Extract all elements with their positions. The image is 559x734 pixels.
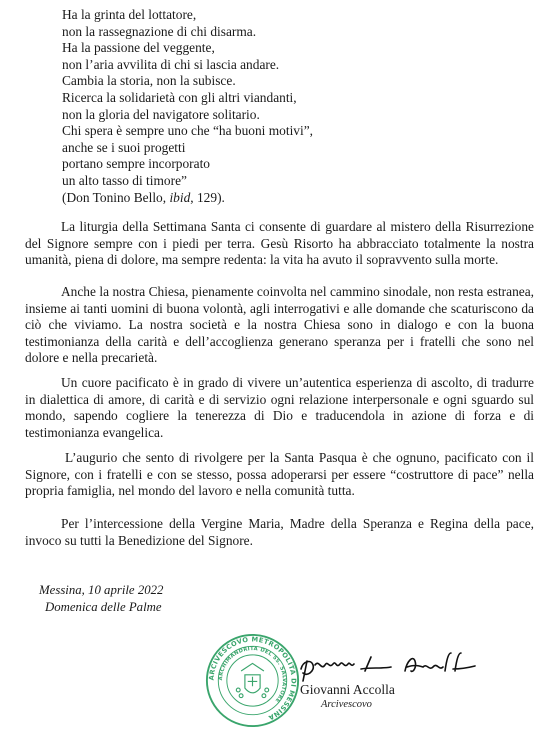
poem-line: non l’aria avvilita di chi si lascia andare. (62, 56, 280, 72)
handwritten-signature (295, 647, 480, 687)
poem-line: non la gloria del navigatore solitario. (62, 106, 260, 122)
poem-line: anche se i suoi progetti (62, 139, 186, 155)
paragraph-text: Per l’intercessione della Vergine Maria, Madre della Speranza e Regina della pace, invoco su tutti la Benedizione del Signore. (25, 516, 534, 548)
liturgical-day: Domenica delle Palme (45, 600, 162, 614)
poem-line: Ha la grinta del lottatore, (62, 7, 197, 22)
signer-name: Giovanni Accolla (300, 682, 395, 697)
paragraph-text: L’augurio che sento di rivolgere per la Santa Pasqua è che ognuno, pacificato con il Signore, con i fratelli e con se stesso, possa adoperarsi per essere “costruttore di pace” nella propria famiglia, nel mondo del lavoro e nella comunità tutta. (25, 450, 534, 499)
poem-line: non la rassegnazione di chi disarma. (62, 23, 257, 39)
citation-suffix: , 129). (190, 189, 225, 205)
paragraph-text: La liturgia della Settimana Santa ci consente di guardare al mistero della Risurrezione del Signore sempre con i piedi per terra. Gesù Risorto ha abbracciato totalmente la nostra umanità, piena di dolore, ma sempre redenta: la vita ha avuto il sopravvento sulla morte. (25, 219, 534, 268)
paragraph-text: Un cuore pacificato è in grado di vivere un’autentica esperienza di ascolto, di tradurre in dialettica di amore, di carità e di servizio ogni relazione interpersonale e ogni sguardo sul mondo, sapendo cogliere la tenerezza di Dio e traducendola in azione di forza e di testimonianza evangelica. (25, 375, 534, 440)
poem-line: Cambia la storia, non la subisce. (62, 73, 236, 89)
paragraph-heart (25, 375, 534, 441)
paragraph-blessing (25, 516, 534, 549)
archbishop-seal-icon (205, 633, 300, 728)
poem-line: un alto tasso di timore” (62, 172, 187, 188)
citation-prefix: (Don Tonino Bello, (62, 189, 170, 205)
poem-line: portano sempre incorporato (62, 156, 210, 172)
poem-quote (62, 7, 502, 206)
poem-line: Ricerca la solidarietà con gli altri viandanti, (62, 89, 297, 105)
signer-title: Arcivescovo (321, 699, 372, 710)
poem-line: Chi spera è sempre uno che “ha buoni motivi”, (62, 123, 314, 139)
seal-outer-text: ARCIVESCOVO METROPOLITA DI MESSINA (207, 635, 298, 722)
citation-italic: ibid (169, 189, 191, 205)
paragraph-text: Anche la nostra Chiesa, pienamente coinvolta nel cammino sinodale, non resta estranea, insieme ai tanti uomini di buona volontà, agli interrogativi e alle domande che scaturiscono da ciò che viviamo. La nostra società e la nostra Chiesa sono in dialogo e con la buona testimonianza della carità e dell’accoglienza generano speranza per i fratelli che sono nel dolore e nella precarietà. (25, 284, 534, 366)
paragraph-church (25, 284, 534, 367)
paragraph-wishes (25, 450, 534, 500)
seal-inner-text: ARCHIMANDRITA DEL SS. SALVATORE (218, 646, 287, 704)
poem-citation (62, 190, 502, 207)
place-date: Messina, 10 aprile 2022 (39, 583, 164, 597)
paragraph-liturgy (25, 219, 534, 269)
poem-line: Ha la passione del veggente, (62, 40, 215, 56)
